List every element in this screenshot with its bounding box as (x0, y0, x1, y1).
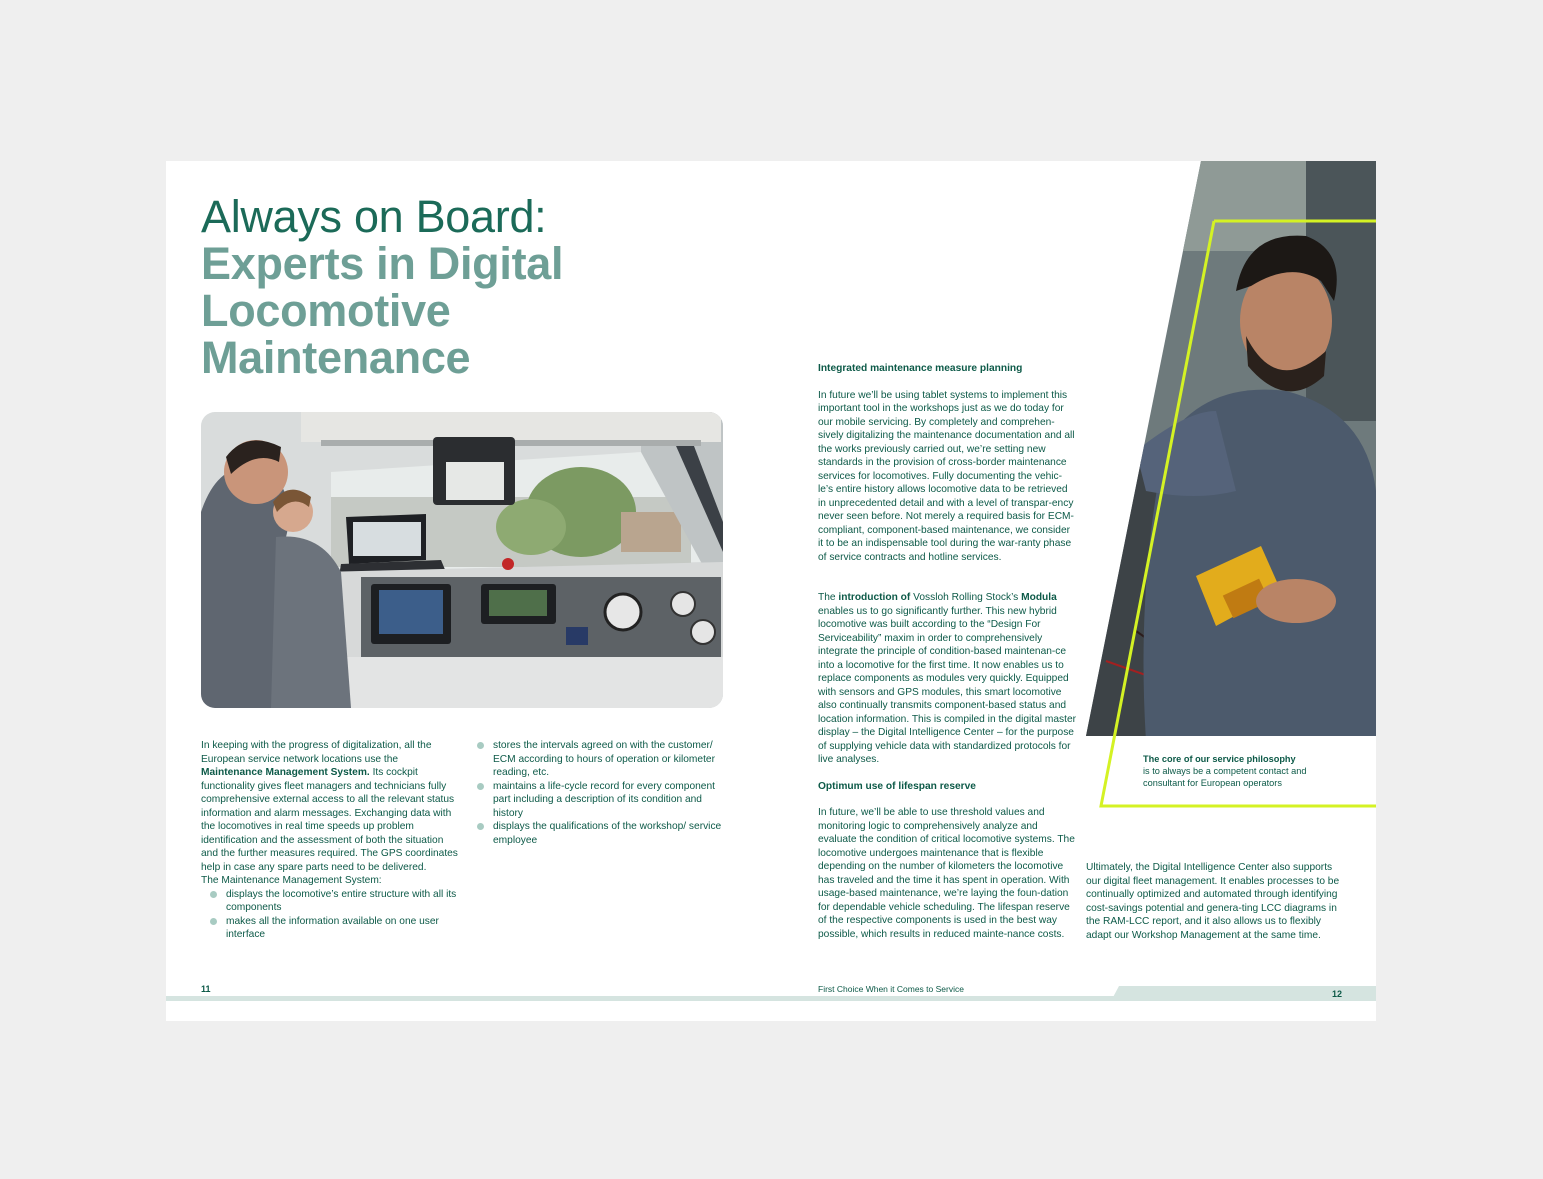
modula-paragraph (818, 591, 1076, 767)
section-heading-lifespan: Optimum use of lifespan reserve (818, 780, 976, 792)
intro-text-start: In keeping with the progress of digitalization, all the European service network locations use the (201, 740, 432, 765)
modula-company: Vossloh Rolling Stock’s (913, 592, 1019, 603)
closing-text: Ultimately, the Digital Intelligence Center also supports our digital fleet management. It enables processes to be continually optimized and automated through identifying cost-savings potential and genera-ting LCC diagrams in the RAM-LCC report, and it also allows us to flexibly adapt our Workshop Management at the same time. (1086, 862, 1340, 941)
modula-text-start: The (818, 592, 836, 603)
running-head: First Choice When it Comes to Service (818, 984, 964, 994)
intro-text-rest: Its cockpit functionality gives fleet managers and technicians fully comprehensive external access to all the relevant status information and alarm messages. Exchanging data with the locomotives in real time speeds up problem identification and the assessment of both the situation and the further measures required. The GPS coordinates help in case any spare parts need to be delivered. (201, 767, 458, 873)
page-number-left: 11 (201, 984, 211, 994)
intro-paragraph (201, 739, 461, 942)
list-item: makes all the information available on one user interface (201, 915, 461, 942)
modula-text-rest: enables us to go significantly further. This new hybrid locomotive was built according to the “Design For Serviceability” maxim in order to comprehensively integrate the principle of condition-based maintenan-ce into a locomotive for the first time. It now enables us to replace components as modules very quickly. Equipped with sensors and GPS modules, this smart locomotive also continually transmits component-based status and location information. This is compiled in the digital master display – the Digital Intelligence Center – for the purpose of supplying vehicle data with standardized protocols for live analyses. (818, 605, 1077, 765)
modula-product-name: Modula (1021, 592, 1057, 603)
right-text-column (818, 362, 1076, 941)
caption-bold: The core of our service philosophy (1143, 754, 1296, 764)
title-line-4: Maintenance (201, 332, 471, 383)
list-item: displays the locomotive’s entire structure with all its components (201, 888, 461, 915)
mms-feature-list-2 (468, 739, 730, 847)
title-line-3: Locomotive (201, 285, 451, 336)
footer-rule (166, 996, 1116, 1001)
mms-name: Maintenance Management System. (201, 767, 370, 778)
title-line-2: Experts in Digital (201, 238, 564, 289)
mms-feature-list-1 (201, 888, 461, 942)
accent-frame (1096, 216, 1376, 811)
cockpit-photo (201, 412, 723, 708)
list-item: maintains a life-cycle record for every component part including a description of its condition and history (468, 780, 730, 821)
closing-paragraph (1086, 861, 1344, 942)
section-body-lifespan: In future, we’ll be able to use threshold values and monitoring logic to comprehensively analyze and evaluate the condition of critical locomotive systems. The locomotive undergoes maintenance that is flexible depending on the number of kilometers the locomotive has traveled and the time it has spent in operation. With usage-based maintenance, we’re laying the foun-dation for dependable vehicle scheduling. The lifespan reserve of the respective components is used in the best way possible, which results in reduced mainte-nance costs. (818, 807, 1075, 940)
photo-caption (1143, 753, 1333, 789)
mms-list-intro: The Maintenance Management System: (201, 875, 382, 886)
list-item: stores the intervals agreed on with the customer/ ECM according to hours of operation or kilometer reading, etc. (468, 739, 730, 780)
title-line-1: Always on Board: (201, 191, 547, 242)
list-item: displays the qualifications of the workshop/ service employee (468, 820, 730, 847)
page-title (201, 193, 563, 381)
cockpit-illustration (201, 412, 723, 708)
modula-bold-intro: introduction of (838, 592, 911, 603)
brochure-spread (166, 161, 1376, 1021)
section-body-planning: In future we’ll be using tablet systems to implement this important tool in the workshops just as we do today for our mobile servicing. By completely and comprehen-sively digitalizing the maintenance documentation and all the works previously carried out, we’re setting new standards in the provision of cross-border maintenance services for locomotives. Fully documenting the vehic-le’s entire history allows locomotive data to be retrieved in unprecedented detail and with a level of transpar-ency never seen before. Not merely a required basis for ECM-compliant, component-based maintenance, we consider it to be an indispensable tool during the war-ranty phase of service contracts and hotline services. (818, 389, 1075, 563)
caption-rest: is to always be a competent contact and consultant for European operators (1143, 766, 1307, 788)
mms-feature-list-2-wrap (468, 739, 730, 847)
section-heading-planning: Integrated maintenance measure planning (818, 363, 1023, 374)
page-number-right: 12 (1332, 989, 1343, 999)
